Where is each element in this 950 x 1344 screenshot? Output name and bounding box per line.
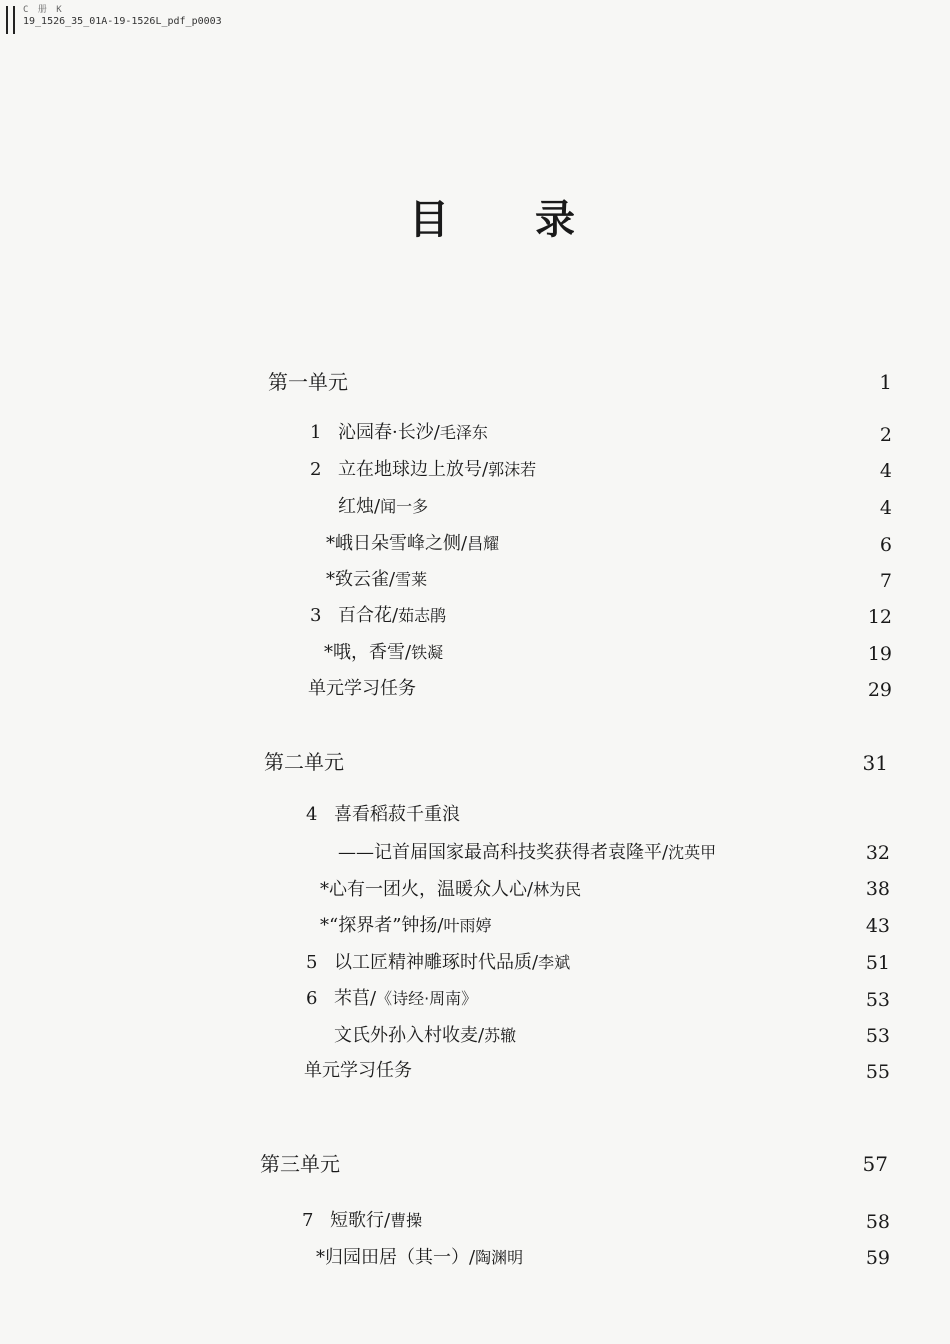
entry-separator: / — [433, 422, 440, 443]
entry-page-number: 38 — [865, 878, 890, 900]
toc-entry[interactable] — [302, 1206, 422, 1232]
entry-separator: / — [374, 496, 381, 517]
entry-title: “探界者”钟扬 — [329, 915, 438, 936]
entry-author: 闻一多 — [380, 497, 429, 516]
entry-author: 铁凝 — [411, 643, 444, 662]
entry-page-number: 7 — [879, 570, 892, 592]
entry-separator: / — [527, 879, 534, 900]
entry-page-number: 2 — [879, 424, 892, 446]
scan-code-line: C 册 K — [23, 5, 64, 15]
entry-star: * — [320, 915, 329, 936]
entry-separator: / — [478, 1025, 485, 1046]
entry-title: 以工匠精神雕琢时代品质 — [334, 952, 532, 973]
entry-title: 短歌行 — [330, 1210, 384, 1231]
entry-page-number: 12 — [867, 606, 892, 628]
entry-author: 雪莱 — [395, 570, 428, 589]
unit-page-number: 31 — [862, 751, 888, 775]
scan-file-id: 19_1526_35_01A-19-1526L_pdf_p0003 — [23, 16, 222, 27]
entry-title: 致云雀 — [335, 569, 389, 590]
entry-number: 2 — [310, 459, 322, 480]
toc-entry[interactable] — [338, 492, 428, 518]
toc-entry[interactable] — [306, 984, 477, 1010]
entry-title: 百合花 — [338, 605, 392, 626]
entry-title: 归园田居（其一） — [325, 1247, 469, 1268]
entry-page-number: 4 — [879, 460, 892, 482]
entry-separator: / — [469, 1247, 476, 1268]
entry-number: 7 — [302, 1210, 314, 1231]
entry-title: 峨日朵雪峰之侧 — [335, 533, 461, 554]
entry-separator: / — [405, 642, 412, 663]
entry-separator: / — [437, 915, 444, 936]
entry-separator: / — [392, 605, 399, 626]
entry-author: 曹操 — [390, 1211, 423, 1230]
toc-entry[interactable] — [326, 565, 427, 591]
entry-page-number: 29 — [867, 679, 892, 701]
entry-author: 苏辙 — [484, 1026, 517, 1045]
entry-author: 林为民 — [533, 880, 582, 899]
entry-author: 陶渊明 — [475, 1248, 524, 1267]
entry-page-number: 43 — [865, 915, 890, 937]
unit-heading: 第一单元 — [268, 370, 348, 394]
entry-number: 4 — [306, 804, 318, 825]
page-title: 目 录 — [409, 196, 611, 243]
entry-title: 立在地球边上放号 — [338, 459, 482, 480]
entry-author: 沈英甲 — [668, 843, 717, 862]
scan-header — [6, 4, 222, 34]
entry-title: ——记首届国家最高科技奖获得者袁隆平 — [338, 842, 662, 863]
unit-page-number: 57 — [862, 1152, 888, 1176]
entry-separator: / — [662, 842, 669, 863]
entry-title: 单元学习任务 — [308, 678, 416, 699]
entry-author: 郭沫若 — [488, 460, 537, 479]
entry-number: 3 — [310, 605, 322, 626]
entry-star: * — [320, 879, 329, 900]
entry-star: * — [324, 642, 333, 663]
toc-entry[interactable] — [310, 418, 488, 444]
toc-entry[interactable] — [338, 838, 716, 864]
toc-entry[interactable] — [320, 875, 581, 901]
entry-author: 《诗经·周南》 — [376, 989, 478, 1008]
entry-author: 毛泽东 — [439, 423, 488, 442]
entry-title: 喜看稻菽千重浪 — [334, 804, 460, 825]
entry-title: 文氏外孙入村收麦 — [334, 1025, 478, 1046]
entry-page-number: 59 — [865, 1247, 890, 1269]
entry-page-number: 58 — [865, 1211, 890, 1233]
entry-separator: / — [461, 533, 468, 554]
toc-entry[interactable] — [334, 1021, 516, 1047]
entry-title: 单元学习任务 — [304, 1060, 412, 1081]
entry-number: 1 — [310, 422, 322, 443]
entry-page-number: 53 — [865, 989, 890, 1011]
toc-entry[interactable] — [310, 455, 536, 481]
unit-page-number: 1 — [879, 370, 892, 394]
entry-author: 李斌 — [538, 953, 571, 972]
entry-title: 红烛 — [338, 496, 374, 517]
unit-heading: 第二单元 — [264, 750, 344, 774]
entry-separator: / — [370, 988, 377, 1009]
toc-entry[interactable] — [316, 1243, 523, 1269]
entry-separator: / — [532, 952, 539, 973]
entry-page-number: 19 — [867, 643, 892, 665]
entry-title: 芣苢 — [334, 988, 370, 1009]
entry-title: 沁园春·长沙 — [338, 422, 434, 443]
entry-page-number: 4 — [879, 497, 892, 519]
toc-entry[interactable] — [304, 1056, 412, 1082]
entry-page-number: 51 — [865, 952, 890, 974]
entry-page-number: 6 — [879, 534, 892, 556]
toc-entry[interactable] — [324, 638, 443, 664]
entry-separator: / — [389, 569, 396, 590]
entry-separator: / — [384, 1210, 391, 1231]
entry-page-number: 53 — [865, 1025, 890, 1047]
entry-author: 昌耀 — [467, 534, 500, 553]
entry-title: 哦，香雪 — [333, 642, 405, 663]
entry-page-number: 32 — [865, 842, 890, 864]
entry-page-number: 55 — [865, 1061, 890, 1083]
toc-entry[interactable] — [308, 674, 416, 700]
toc-entry[interactable] — [306, 948, 570, 974]
toc-entry[interactable] — [306, 800, 460, 826]
toc-entry[interactable] — [326, 529, 499, 555]
toc-entry[interactable] — [310, 601, 446, 627]
entry-star: * — [326, 533, 335, 554]
scan-bars — [6, 6, 15, 34]
entry-star: * — [316, 1247, 325, 1268]
toc-entry[interactable] — [320, 911, 492, 937]
entry-author: 叶雨婷 — [443, 916, 492, 935]
entry-number: 6 — [306, 988, 318, 1009]
entry-star: * — [326, 569, 335, 590]
entry-author: 茹志鹃 — [398, 606, 447, 625]
unit-heading: 第三单元 — [260, 1152, 340, 1176]
scan-header-text — [23, 4, 222, 28]
entry-separator: / — [482, 459, 489, 480]
entry-number: 5 — [306, 952, 318, 973]
entry-title: 心有一团火，温暖众人心 — [329, 879, 527, 900]
